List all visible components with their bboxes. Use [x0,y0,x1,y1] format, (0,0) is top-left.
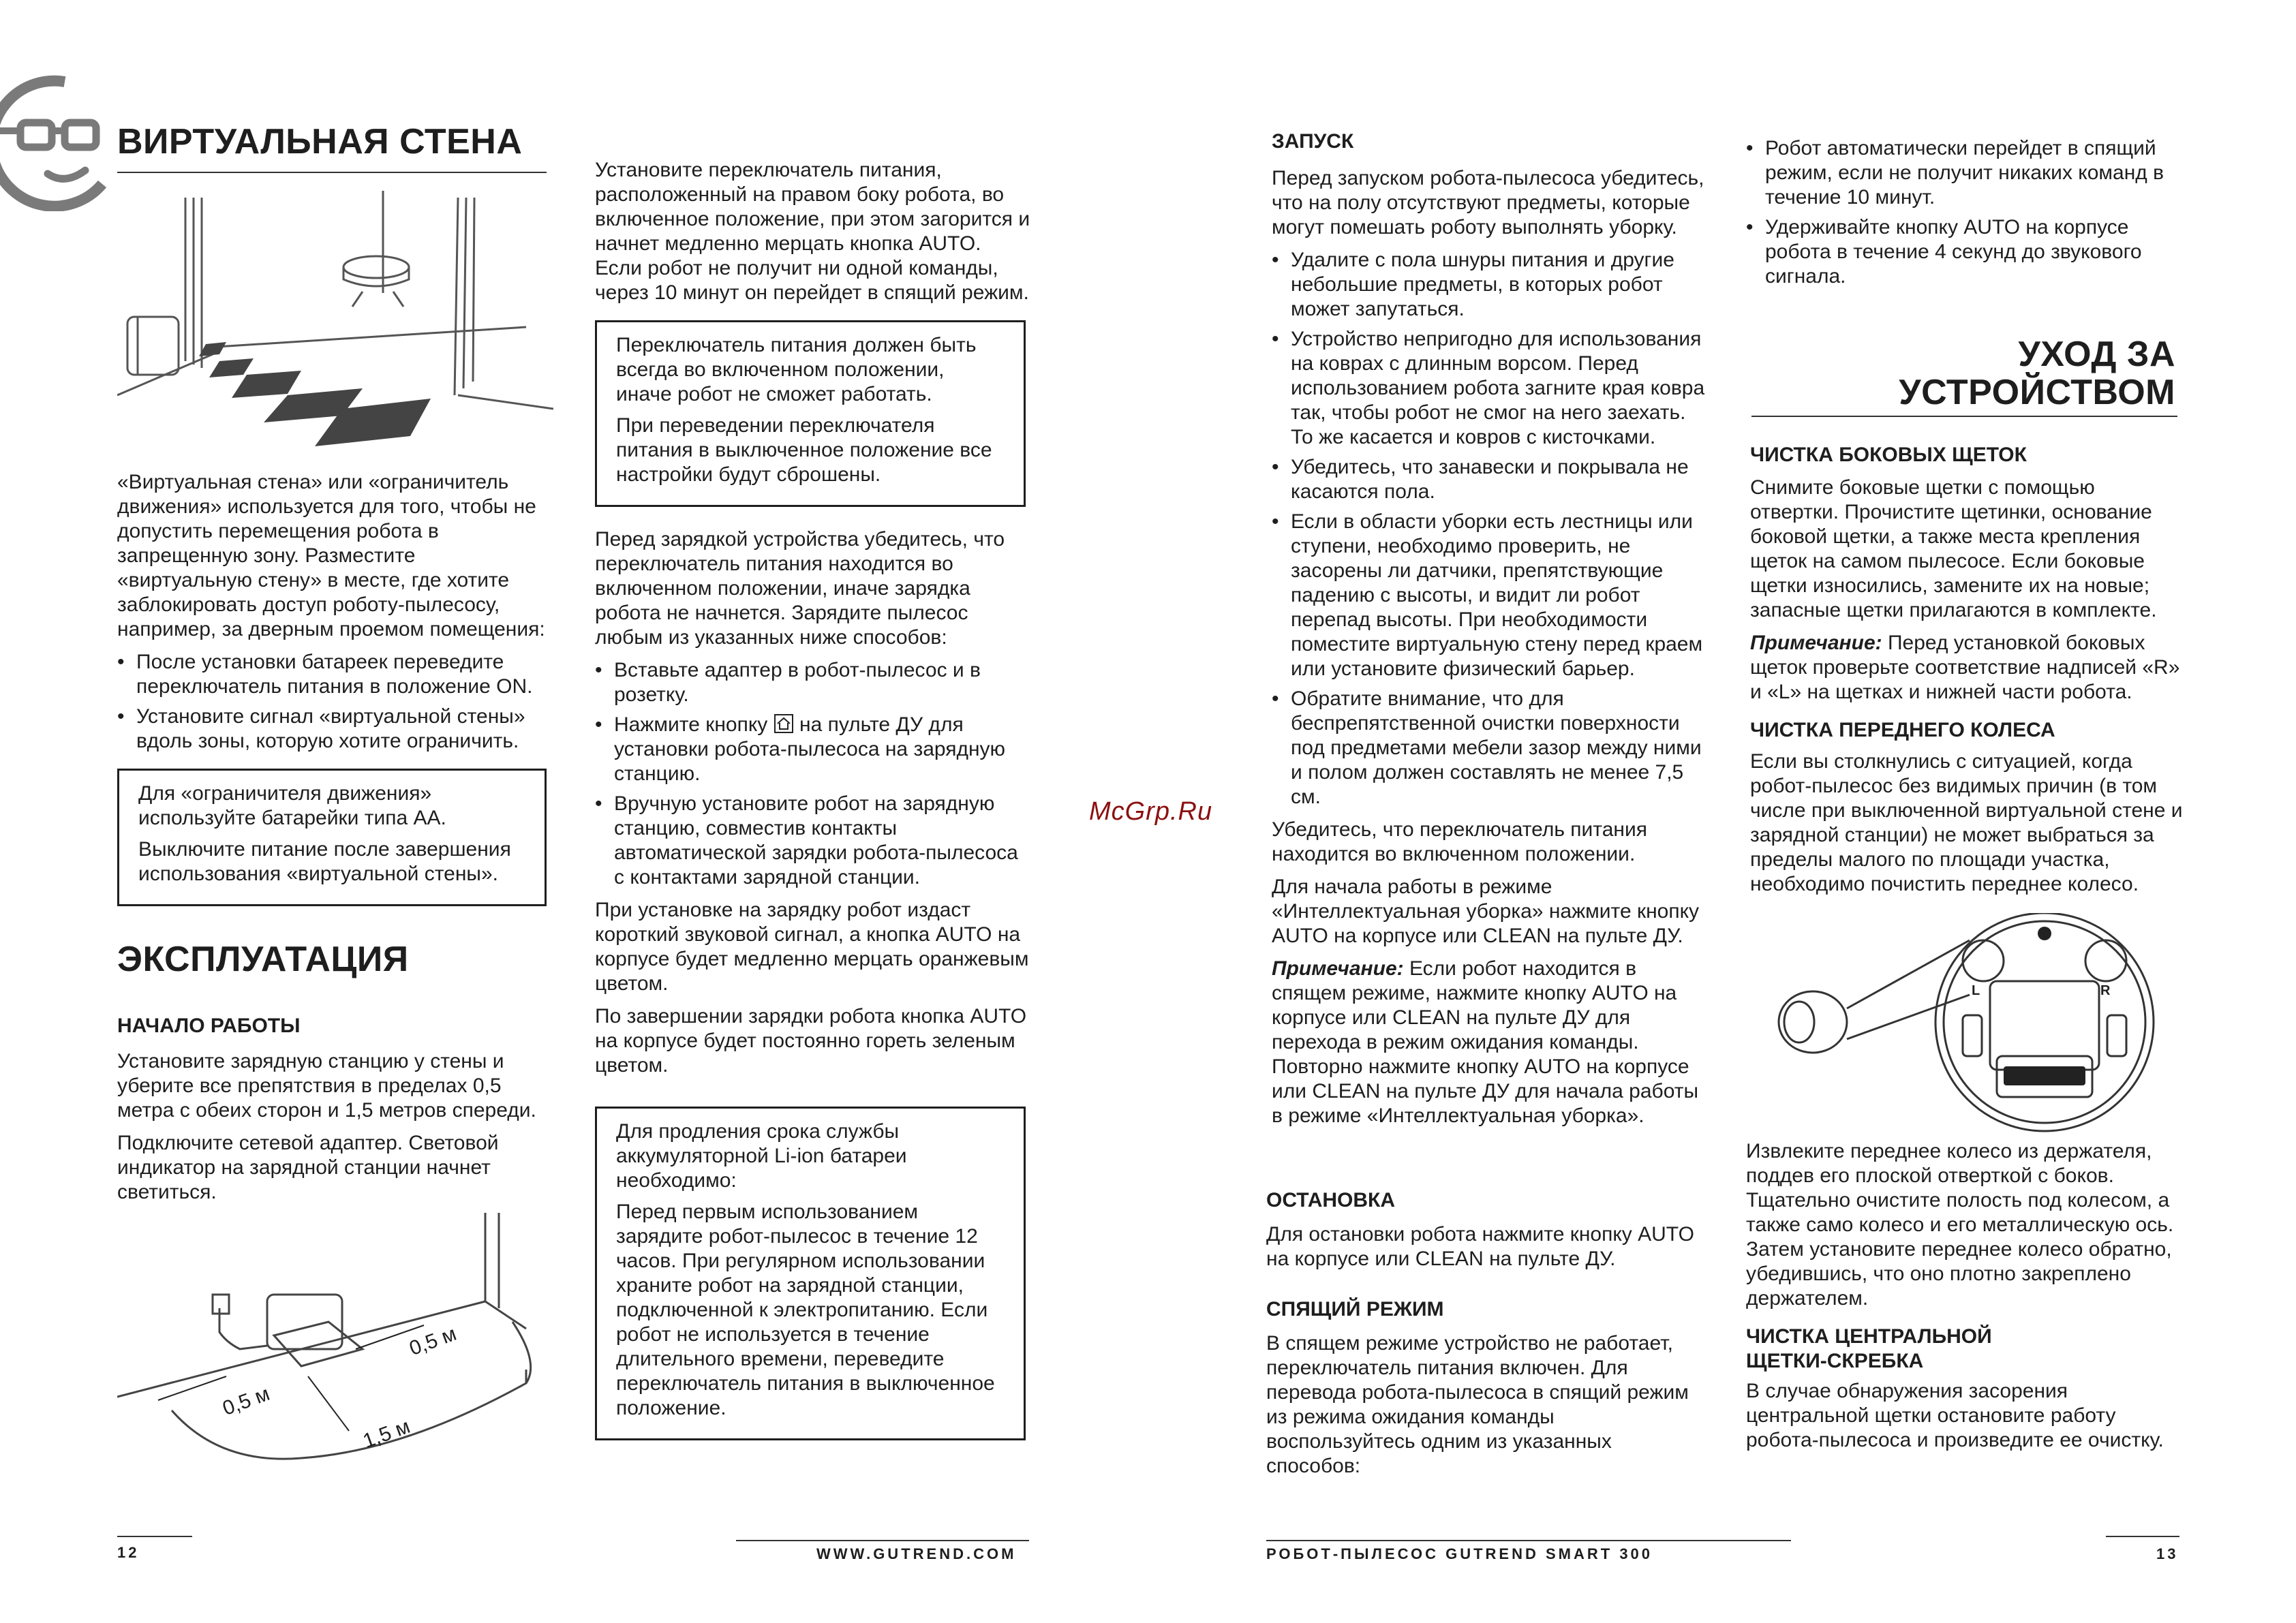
sleep-title: СПЯЩИЙ РЕЖИМ [1266,1298,1444,1320]
sleep-methods-list [1746,136,2182,289]
charging-station-illustration [117,1213,553,1465]
start-work-p1: Установите зарядную станцию у стены и уберите все препятствия в пределах 0,5 метра с обеих сторон и 1,5 метров спереди. [117,1050,536,1122]
power-switch-note-box [595,320,1026,507]
power-switch-text: Установите переключатель питания, расположенный на правом боку робота, во включенное положение, при этом загорится и начнет медленно мерцать кнопка AUTO. Если робот не получит ни одной команды, через 10 минут он перейдет в спящий режим. [595,159,1030,304]
central-brush-title-line2: ЩЕТКИ-СКРЕБКА [1746,1350,1924,1372]
robot-underside-illustration [1772,913,2181,1138]
launch-start-text: Для начала работы в режиме «Интеллектуальная уборка» нажмите кнопку AUTO на корпусе или CLEAN на пульте ДУ. [1272,876,1700,947]
central-brush-title-line1: ЧИСТКА ЦЕНТРАЛЬНОЙ [1746,1325,1992,1348]
list-item: • Удерживайте кнопку AUTO на корпусе робота в течение 4 секунд до звукового сигнала. [1746,215,2182,289]
sleep-text: В спящем режиме устройство не работает, переключатель питания включен. Для перевода робота-пылесоса в спящий режим из режима ожидания команды воспользуйтесь одним из указанных способов: [1266,1332,1689,1477]
list-item-text: Нажмите кнопку [614,713,768,736]
virtual-wall-note-box [117,769,547,906]
home-button-icon [774,713,794,734]
launch-note [1272,957,1708,1128]
launch-title: ЗАПУСК [1272,130,1354,153]
virtual-wall-illustration [117,191,553,463]
side-brush-note [1750,631,2186,705]
dimension-label-radius: 1,5 м [360,1415,414,1453]
charging-complete-text: По завершении зарядки робота кнопка AUTO на корпусе будет постоянно гореть зеленым цветом. [595,1005,1027,1077]
list-item: • Если в области уборки есть лестницы или ступени, необходимо проверить, не засорены ли датчики, препятствующие падению с высоты, и видит ли робот перепад высоты. При необходимости поместите виртуальную стену перед краем или установите физический барьер. [1272,510,1708,681]
list-item: • Устройство непригодно для использования на коврах с длинным ворсом. Перед использованием робота загните края ковра так, чтобы робот не смог на него заехать. То же касается и ковров с кисточками. [1272,327,1708,450]
start-work-title: НАЧАЛО РАБОТЫ [117,1015,301,1037]
list-item: • Удалите с пола шнуры питания и другие небольшие предметы, в которых робот может запутаться. [1272,248,1708,322]
virtual-wall-bullets [117,650,553,754]
watermark: McGrp.Ru [1089,797,1213,826]
launch-text: Перед запуском робота-пылесоса убедитесь, что на полу отсутствуют предметы, которые могут помешать роботу выполнять уборку. [1272,167,1704,238]
title-underline [1751,416,2177,417]
list-item: • После установки батареек переведите переключатель питания в положение ON. [117,650,553,699]
charging-text: Перед зарядкой устройства убедитесь, что переключатель питания находится во включенном положении, иначе зарядка робота не начнется. Зарядите пылесос любым из указанных ниже способов: [595,528,1005,649]
footer-rule [2106,1536,2179,1537]
note-text: Для «ограничителя движения» используйте батарейки типа АА. [138,782,446,829]
note-body: Если робот находится в спящем режиме, нажмите кнопку AUTO на корпусе или CLEAN на пульте ДУ для перехода в режим ожидания команды. Повторно нажмите кнопку AUTO на корпусе или CLEAN на пульте ДУ для начала работы в режиме «Интеллектуальная уборка». [1272,957,1699,1127]
list-item [595,713,1031,786]
note-body: Перед установкой боковых щеток проверьте соответствие надписей «R» и «L» на щетках и нижней части робота. [1750,632,2180,703]
list-item: • Обратите внимание, что для беспрепятственной очистки поверхности под предметами мебели зазор между ними и полом должен составлять не менее 7,5 см. [1272,687,1708,809]
start-work-p2: Подключите сетевой адаптер. Световой индикатор на зарядной станции начнет светиться. [117,1132,499,1203]
side-brush-title: ЧИСТКА БОКОВЫХ ЩЕТОК [1750,444,2027,466]
brush-label-left: L [1972,983,1980,998]
side-brush-text: Снимите боковые щетки с помощью отвертки. Прочистите щетинки, основание боковой щетки, а также места крепления щеток на самом пылесосе. Если боковые щетки износились, замените их на новые; запасные щетки прилагаются в комплекте. [1750,476,2157,621]
virtual-wall-title: ВИРТУАЛЬНАЯ СТЕНА [117,122,523,161]
footer-rule [1266,1540,1791,1541]
note-label: Примечание: [1750,632,1882,654]
list-item: • Вставьте адаптер в робот-пылесос и в розетку. [595,658,1031,707]
front-wheel-text: Если вы столкнулись с ситуацией, когда робот-пылесос без видимых причин (в том числе при выключенной виртуальной стене и зарядной станции) не может выбраться за пределы малого по площади участка, необходимо почистить переднее колесо. [1750,750,2183,895]
battery-note-box [595,1107,1026,1440]
note-text: При переведении переключателя питания в выключенное положение все настройки будут сброшены. [616,414,992,486]
stop-text: Для остановки робота нажмите кнопку AUTO на корпусе или CLEAN на пульте ДУ. [1266,1223,1694,1270]
list-item: • Установите сигнал «виртуальной стены» вдоль зоны, которую хотите ограничить. [117,705,553,754]
footer-rule [736,1540,1029,1541]
note-text: Перед первым использованием зарядите робот-пылесос в течение 12 часов. При регулярном использовании храните робот на зарядной станции, подключенной к электропитанию. Если робот не используется в течение длительного времени, переведите переключатель питания в выключенное положение. [616,1201,995,1419]
dimension-label-side: 0,5 м [219,1382,273,1421]
note-text: Переключатель питания должен быть всегда во включенном положении, иначе робот не сможет работать. [616,334,977,405]
central-brush-title [1746,1325,2182,1374]
note-label: Примечание: [1272,957,1404,980]
brush-label-right: R [2100,983,2111,998]
list-item-text: на пульте ДУ для установки робота-пылесоса на зарядную станцию. [614,713,1006,785]
stop-title: ОСТАНОВКА [1266,1189,1395,1211]
care-title-line1: УХОД ЗА [2018,335,2175,374]
operation-title: ЭКСПЛУАТАЦИЯ [117,940,409,979]
note-text: Выключите питание после завершения использования «виртуальной стены». [138,838,511,885]
care-title-line2: УСТРОЙСТВОМ [1899,373,2175,412]
glasses-face-logo-icon [0,68,116,211]
launch-switch-text: Убедитесь, что переключатель питания находится во включенном положении. [1272,818,1647,865]
front-wheel-title: ЧИСТКА ПЕРЕДНЕГО КОЛЕСА [1750,719,2055,741]
list-item: • Вручную установите робот на зарядную станцию, совместив контакты автоматической зарядки робота-пылесоса с контактами зарядной станции. [595,792,1031,890]
footer-product-title: РОБОТ-ПЫЛЕСОС GUTREND SMART 300 [1266,1545,1653,1562]
charging-methods-list [595,658,1031,890]
page-number-left: 12 [117,1544,140,1561]
footer-site: WWW.GUTREND.COM [816,1545,1017,1562]
list-item: • Робот автоматически перейдет в спящий режим, если не получит никаких команд в течение 10 минут. [1746,136,2182,210]
list-item: • Убедитесь, что занавески и покрывала не касаются пола. [1272,455,1708,504]
footer-rule [117,1536,192,1537]
care-title [1746,335,2175,412]
charging-signal-text: При установке на зарядку робот издаст короткий звуковой сигнал, а кнопка AUTO на корпусе будет медленно мерцать оранжевым цветом. [595,899,1029,995]
page-number-right: 13 [2156,1545,2179,1562]
virtual-wall-intro: «Виртуальная стена» или «ограничитель движения» используется для того, чтобы не допустить перемещения робота в запрещенную зону. Разместите «виртуальную стену» в месте, где хотите заблокировать доступ роботу-пылесосу, например, за дверным проемом помещения: [117,471,545,640]
dimension-label-front: 0,5 м [406,1322,460,1361]
title-underline [117,172,547,173]
front-wheel-steps-text: Извлеките переднее колесо из держателя, поддев его плоской отверткой с боков. Тщательно очистите полость под колесом, а также само колесо и его металлическую ось. Затем установите переднее колесо обратно, убедившись, что оно плотно закреплено держателем. [1746,1140,2174,1310]
launch-precautions-list [1272,248,1708,809]
central-brush-text: В случае обнаружения засорения центральной щетки остановите работу робота-пылесоса и произведите ее очистку. [1746,1380,2164,1451]
note-text: Для продления срока службы аккумуляторной Li-ion батареи необходимо: [616,1120,907,1192]
